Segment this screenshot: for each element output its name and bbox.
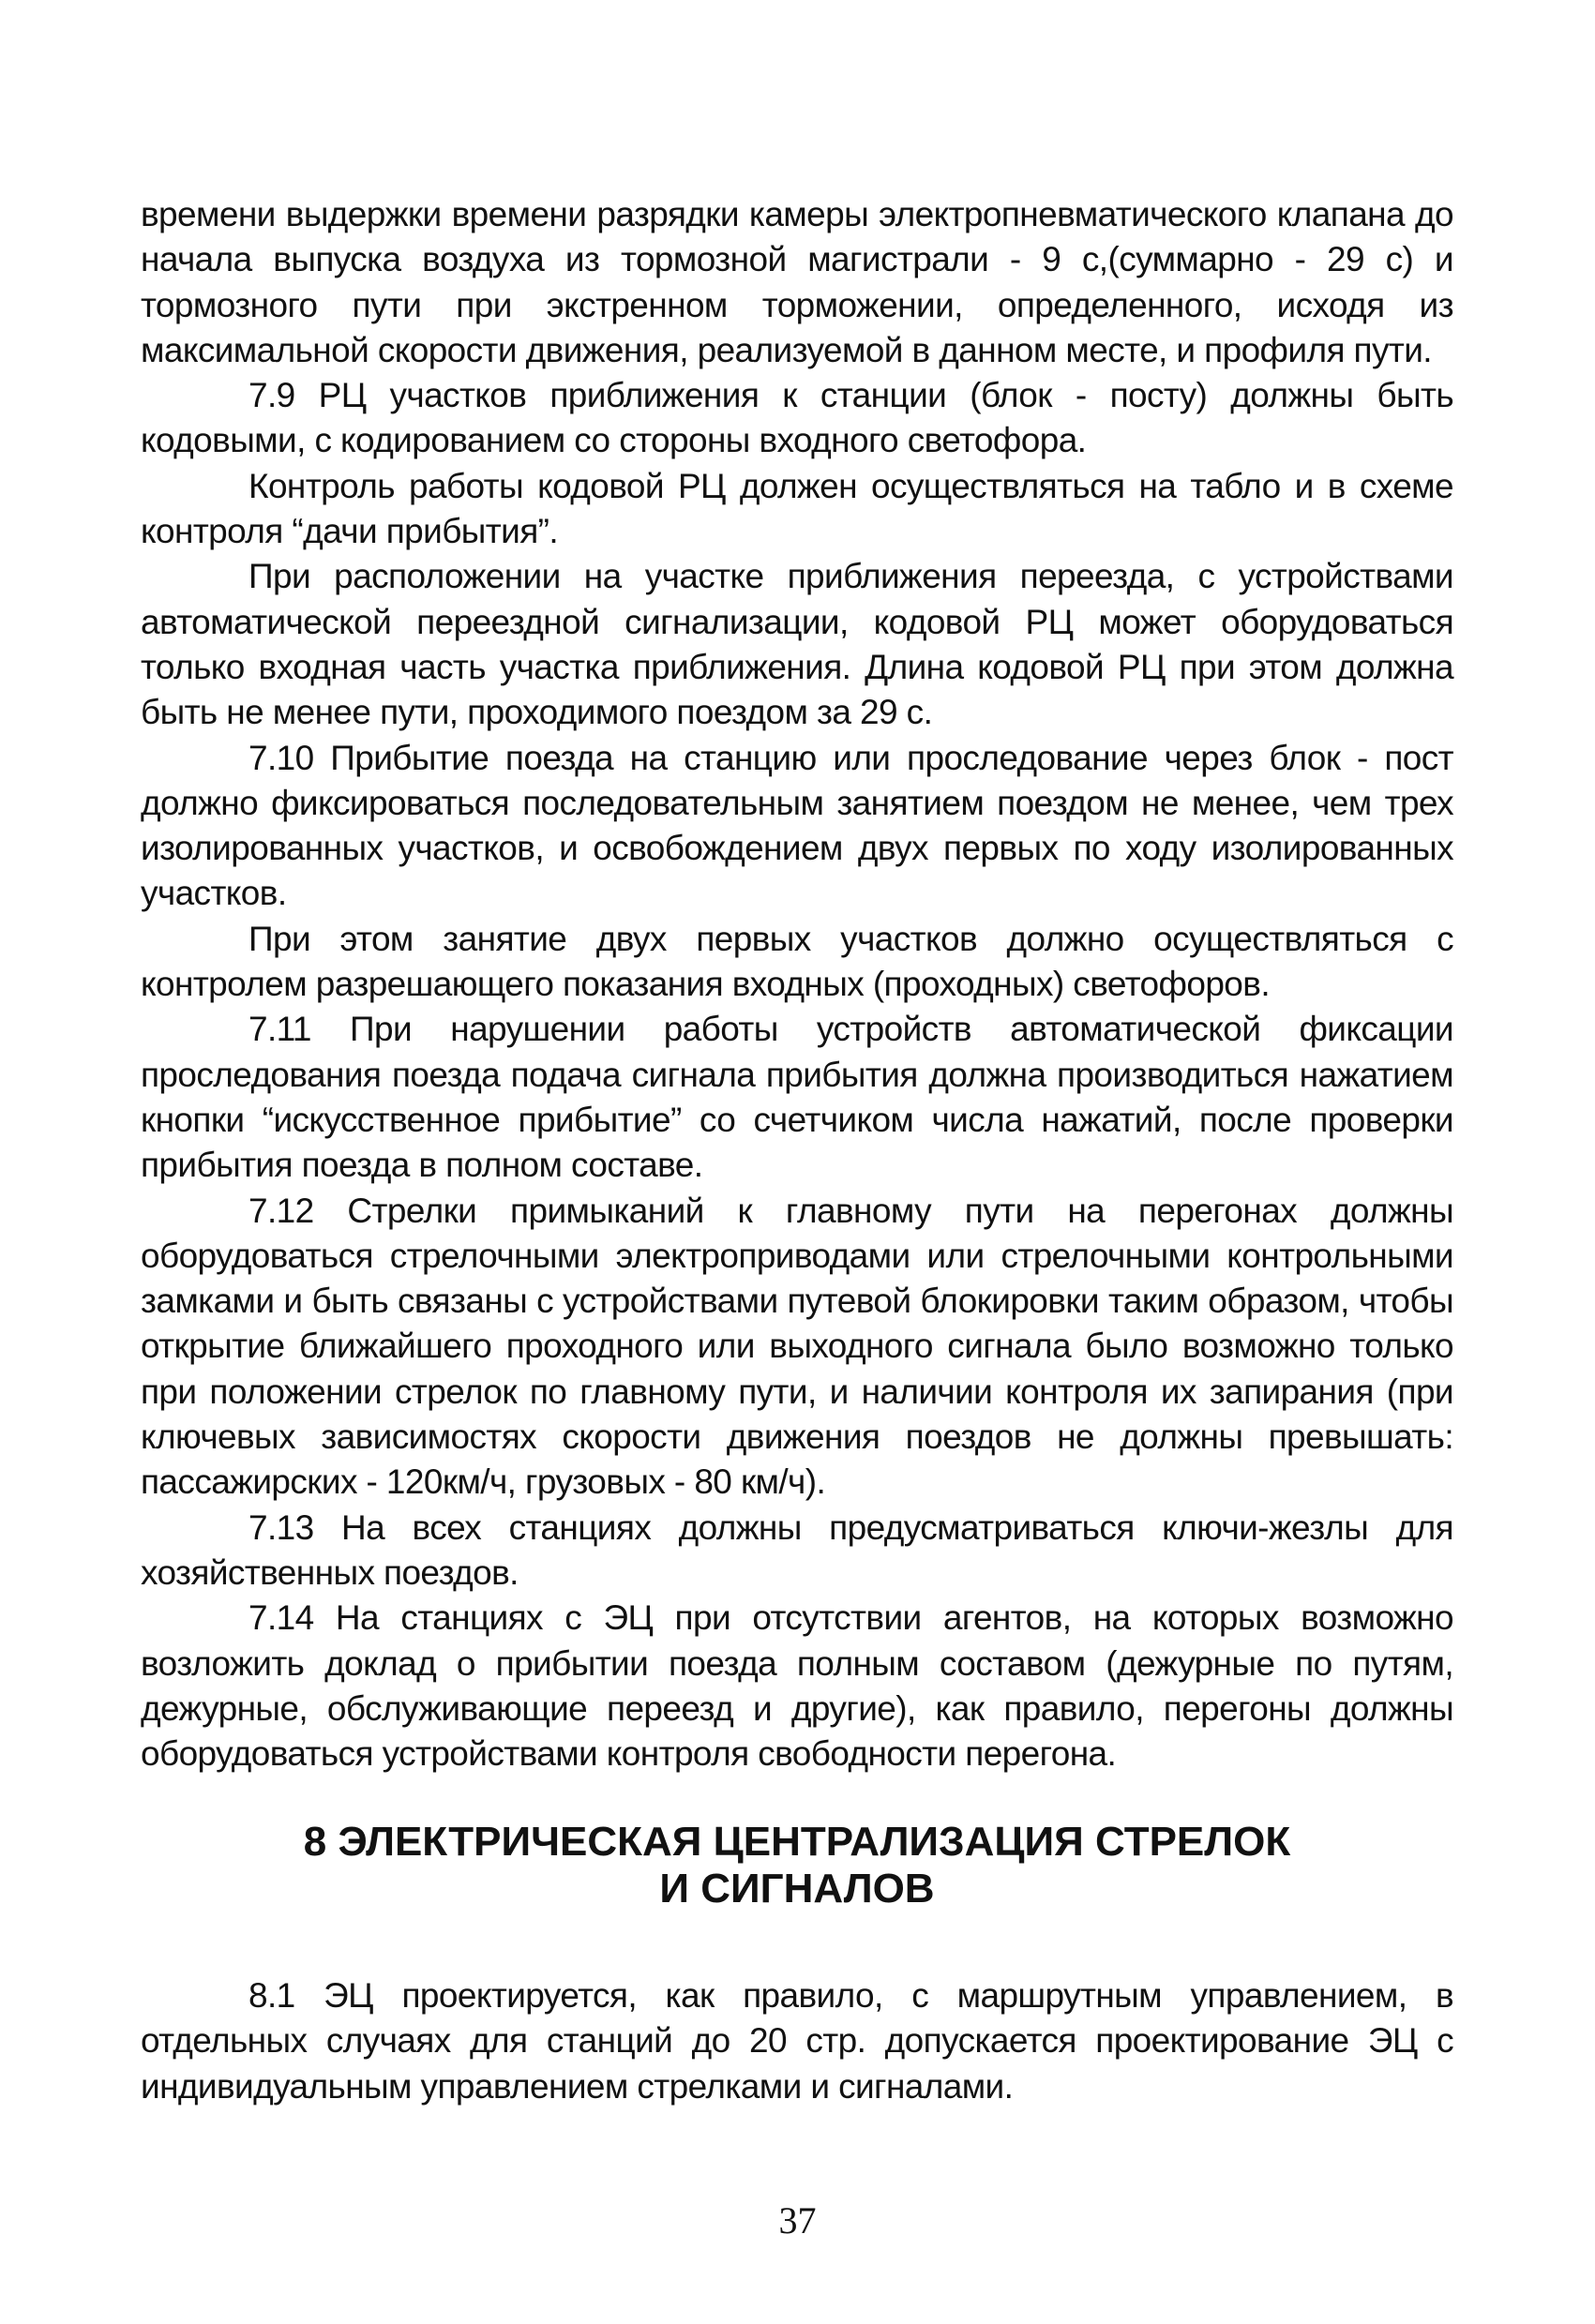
section-heading [141,1819,1453,1912]
paragraph-7-11: 7.11 При нарушении работы устройств автоматической фиксации проследования поезда подача сигнала прибытия должна производиться нажатием кнопки “искусственное прибытие” со счетчиком числа нажатий, после проверки прибытия поезда в полном составе. [141,1010,1453,1185]
paragraph-7-14: 7.14 На станциях с ЭЦ при отсутствии агентов, на которых возможно возложить доклад о прибытии поезда полным составом (дежурные по путям, дежурные, обслуживающие переезд и другие), как правило, перегоны должны оборудоваться устройствами контроля свободности перегона. [141,1598,1453,1774]
paragraph-first-sections-occupation: При этом занятие двух первых участков должно осуществляться с контролем разрешающего показания входных (проходных) светофоров. [141,919,1453,1004]
paragraph-8-1: 8.1 ЭЦ проектируется, как правило, с маршрутным управлением, в отдельных случаях для станций до 20 стр. допускается проектирование ЭЦ с индивидуальным управлением стрелками и сигналами. [141,1976,1453,2106]
body-text-top [141,192,1453,1777]
paragraph-7-10: 7.10 Прибытие поезда на станцию или проследование через блок - пост должно фиксироваться последовательным занятием поездом не менее, чем трех изолированных участков, и освобождением двух первых по ходу изолированных участков. [141,738,1453,913]
paragraph-continuation: времени выдержки времени разрядки камеры электропневматического клапана до начала выпуска воздуха из тормозной магистрали - 9 с,(суммарно - 29 с) и тормозного пути при экстренном торможении, определенного, исходя из максимальной скорости движения, реализуемой в данном месте, и профиля пути. [141,195,1453,369]
paragraph-crossing-approach: При расположении на участке приближения переезда, с устройствами автоматической переездной сигнализации, кодовой РЦ может оборудоваться только входная часть участка приближения. Длина кодовой РЦ при этом должна быть не менее пути, проходимого поездом за 29 с. [141,557,1453,732]
paragraph-code-rc-control: Контроль работы кодовой РЦ должен осуществляться на табло и в схеме контроля “дачи прибытия”. [141,466,1453,551]
page-number: 37 [778,2199,817,2242]
section-heading-line-1: 8 ЭЛЕКТРИЧЕСКАЯ ЦЕНТРАЛИЗАЦИЯ СТРЕЛОК [303,1819,1291,1865]
body-text-bottom [141,1973,1453,2109]
section-heading-line-2: И СИГНАЛОВ [659,1866,935,1912]
paragraph-7-9: 7.9 РЦ участков приближения к станции (блок - посту) должны быть кодовыми, с кодированием со стороны входного светофора. [141,376,1453,460]
paragraph-7-12: 7.12 Стрелки примыканий к главному пути на перегонах должны оборудоваться стрелочными электроприводами или стрелочными контрольными замками и быть связаны с устройствами путевой блокировки таким образом, чтобы открытие ближайшего проходного или выходного сигнала было возможно только при положении стрелок по главному пути, и наличии контроля их запирания (при ключевых зависимостях скорости движения поездов не должны превышать: пассажирских - 120км/ч, грузовых - 80 км/ч). [141,1191,1453,1502]
paragraph-7-13: 7.13 На всех станциях должны предусматриваться ключи-жезлы для хозяйственных поездов. [141,1507,1453,1592]
